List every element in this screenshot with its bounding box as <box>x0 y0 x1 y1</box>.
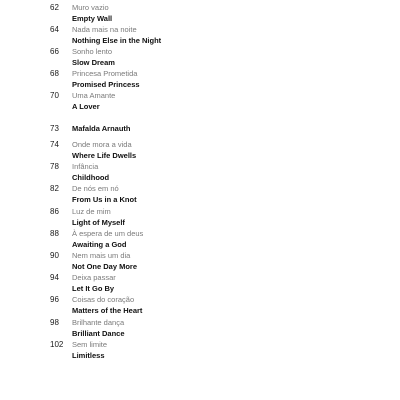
page-number: 86 <box>50 207 59 216</box>
translated-title: Let It Go By <box>72 284 115 293</box>
original-title: Uma Amante <box>72 91 116 100</box>
page-number: 94 <box>50 273 59 282</box>
translated-title: Light of Myself <box>72 218 125 227</box>
translated-title: Promised Princess <box>72 80 140 89</box>
original-title: Deixa passar <box>72 273 116 282</box>
translated-title: A Lover <box>72 102 100 111</box>
original-title: Luz de mim <box>72 207 111 216</box>
page-number: 88 <box>50 229 59 238</box>
page-number: 96 <box>50 295 59 304</box>
page-number: 82 <box>50 184 59 193</box>
translated-title: Where Life Dwells <box>72 151 137 160</box>
page-number: 62 <box>50 3 59 12</box>
page-number: 78 <box>50 162 59 171</box>
translated-title: From Us in a Knot <box>72 195 137 204</box>
page-number: 64 <box>50 25 59 34</box>
original-title: Infância <box>72 162 99 171</box>
translated-title: Empty Wall <box>72 14 113 23</box>
translated-title: Childhood <box>72 173 110 182</box>
translated-title: Brilliant Dance <box>72 329 125 338</box>
original-title: Coisas do coração <box>72 295 135 304</box>
section-page-number: 73 <box>50 124 59 133</box>
original-title: Nada mais na noite <box>72 25 137 34</box>
original-title: De nós em nó <box>72 184 119 193</box>
original-title: Muro vazio <box>72 3 109 12</box>
original-title: Princesa Prometida <box>72 69 138 78</box>
page-number: 74 <box>50 140 59 149</box>
original-title: Onde mora a vida <box>72 140 132 149</box>
page-number: 70 <box>50 91 59 100</box>
page-number: 102 <box>50 340 64 349</box>
artist-name: Mafalda Arnauth <box>72 124 131 133</box>
original-title: Brilhante dança <box>72 318 125 327</box>
page-number: 68 <box>50 69 59 78</box>
translated-title: Limitless <box>72 351 105 360</box>
original-title: Nem mais um dia <box>72 251 131 260</box>
translated-title: Matters of the Heart <box>72 306 143 315</box>
translated-title: Awaiting a God <box>72 240 127 249</box>
page-number: 90 <box>50 251 59 260</box>
original-title: Sonho lento <box>72 47 113 56</box>
translated-title: Not One Day More <box>72 262 138 271</box>
translated-title: Slow Dream <box>72 58 115 67</box>
page-number: 98 <box>50 318 59 327</box>
original-title: À espera de um deus <box>72 229 144 238</box>
page-number: 66 <box>50 47 59 56</box>
original-title: Sem limite <box>72 340 108 349</box>
translated-title: Nothing Else in the Night <box>72 36 162 45</box>
